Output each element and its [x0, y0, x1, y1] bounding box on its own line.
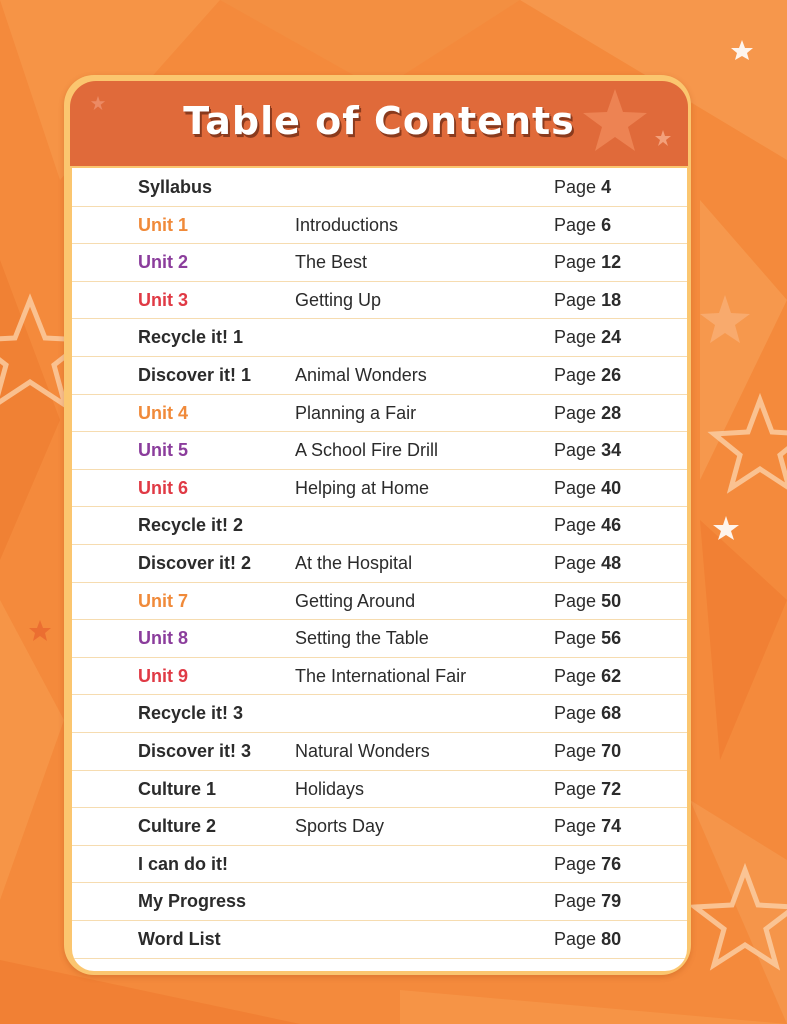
toc-row — [72, 318, 687, 357]
page-word: Page — [554, 778, 597, 799]
page-word: Page — [554, 365, 597, 385]
toc-label: I can do it! — [138, 853, 228, 874]
toc-page — [554, 478, 621, 499]
toc-label: Culture 2 — [138, 816, 217, 837]
toc-label: Recycle it! 3 — [138, 703, 244, 724]
toc-label: Discover it! 2 — [138, 553, 252, 573]
toc-title: Getting Up — [295, 289, 382, 310]
page-number: 80 — [601, 929, 622, 949]
page-number: 50 — [601, 590, 622, 611]
page-number: 24 — [601, 327, 622, 348]
page-word: Page — [554, 252, 597, 273]
page-number: 79 — [601, 891, 622, 912]
toc-row — [72, 845, 687, 884]
toc-page — [554, 327, 621, 348]
page-number: 74 — [601, 816, 622, 837]
toc-label: Unit 6 — [138, 477, 189, 498]
page-word: Page — [554, 177, 597, 197]
page-number: 26 — [601, 365, 622, 385]
page-word: Page — [554, 590, 597, 611]
page-word: Page — [554, 402, 597, 423]
toc-title: Getting Around — [295, 590, 416, 611]
toc-row — [72, 506, 687, 545]
toc-row — [72, 694, 687, 733]
toc-row — [72, 657, 687, 696]
toc-title: A School Fire Drill — [295, 440, 439, 461]
page-number: 68 — [601, 703, 622, 724]
contents-list — [72, 168, 687, 971]
toc-row — [72, 469, 687, 508]
toc-title: Helping at Home — [295, 477, 430, 498]
toc-label: Recycle it! 2 — [138, 515, 244, 536]
page-number: 62 — [601, 665, 622, 686]
page-word: Page — [554, 929, 597, 949]
page-number: 28 — [601, 402, 622, 423]
toc-page — [554, 215, 611, 236]
toc-page — [554, 515, 621, 536]
toc-row — [72, 544, 687, 583]
toc-page — [554, 929, 621, 950]
page-number: 46 — [601, 515, 622, 536]
page-title: Table of Contents — [183, 99, 575, 143]
page-number: 40 — [601, 477, 622, 498]
toc-title: Natural Wonders — [295, 741, 430, 761]
toc-row — [72, 582, 687, 621]
page-word: Page — [554, 440, 597, 461]
toc-label: Unit 1 — [138, 214, 189, 235]
contents-header — [70, 81, 688, 166]
toc-label: Unit 5 — [138, 440, 189, 461]
toc-page — [554, 703, 621, 724]
page-word: Page — [554, 553, 597, 573]
toc-label: Unit 4 — [138, 402, 189, 423]
toc-page — [554, 591, 621, 612]
page-word: Page — [554, 289, 597, 310]
toc-title: The Best — [295, 252, 368, 273]
page-number: 4 — [601, 177, 612, 197]
toc-page — [554, 290, 621, 311]
page-word: Page — [554, 214, 597, 235]
page-number: 12 — [601, 252, 622, 273]
toc-page — [554, 553, 621, 574]
page-word: Page — [554, 891, 597, 912]
toc-row — [72, 770, 687, 809]
page-number: 72 — [601, 778, 622, 799]
toc-title: At the Hospital — [295, 553, 413, 573]
toc-title: Holidays — [295, 778, 365, 799]
page-word: Page — [554, 816, 597, 837]
toc-title: Sports Day — [295, 816, 385, 837]
toc-page — [554, 628, 621, 649]
toc-page — [554, 365, 621, 386]
toc-row — [72, 882, 687, 921]
page-number: 56 — [601, 628, 622, 649]
toc-row — [72, 619, 687, 658]
toc-label: Syllabus — [138, 177, 213, 197]
toc-row — [72, 920, 687, 959]
toc-page — [554, 403, 621, 424]
toc-label: Unit 3 — [138, 289, 189, 310]
toc-title: Introductions — [295, 214, 399, 235]
page-number: 48 — [601, 553, 622, 573]
toc-label: Word List — [138, 929, 221, 949]
page-word: Page — [554, 477, 597, 498]
toc-title: The International Fair — [295, 665, 467, 686]
toc-label: Unit 7 — [138, 590, 189, 611]
toc-title: Setting the Table — [295, 628, 429, 649]
toc-label: Discover it! 1 — [138, 365, 252, 385]
toc-page — [554, 779, 621, 800]
toc-label: Discover it! 3 — [138, 741, 252, 761]
toc-row — [72, 431, 687, 470]
toc-row — [72, 206, 687, 245]
toc-label: Unit 9 — [138, 665, 189, 686]
toc-row — [72, 243, 687, 282]
toc-row — [72, 394, 687, 433]
toc-page — [554, 177, 611, 198]
page-word: Page — [554, 515, 597, 536]
toc-title: Planning a Fair — [295, 402, 417, 423]
page-word: Page — [554, 628, 597, 649]
toc-label: Culture 1 — [138, 778, 217, 799]
page-word: Page — [554, 853, 597, 874]
page-word: Page — [554, 703, 597, 724]
page-number: 76 — [601, 853, 622, 874]
toc-label: My Progress — [138, 891, 247, 912]
page-word: Page — [554, 665, 597, 686]
page-number: 34 — [601, 440, 622, 461]
toc-row — [72, 281, 687, 320]
page-number: 70 — [601, 741, 622, 761]
page-number: 18 — [601, 289, 622, 310]
page-word: Page — [554, 327, 597, 348]
page-number: 6 — [601, 214, 612, 235]
toc-label: Recycle it! 1 — [138, 327, 244, 348]
toc-page — [554, 854, 621, 875]
toc-label: Unit 2 — [138, 252, 189, 273]
toc-page — [554, 440, 621, 461]
toc-row — [72, 168, 687, 207]
toc-row — [72, 807, 687, 846]
toc-page — [554, 816, 621, 837]
toc-row — [72, 356, 687, 395]
toc-page — [554, 741, 621, 762]
toc-page — [554, 666, 621, 687]
toc-title: Animal Wonders — [295, 365, 427, 385]
toc-page — [554, 252, 621, 273]
toc-page — [554, 891, 621, 912]
page-word: Page — [554, 741, 597, 761]
toc-row — [72, 732, 687, 771]
toc-label: Unit 8 — [138, 628, 189, 649]
